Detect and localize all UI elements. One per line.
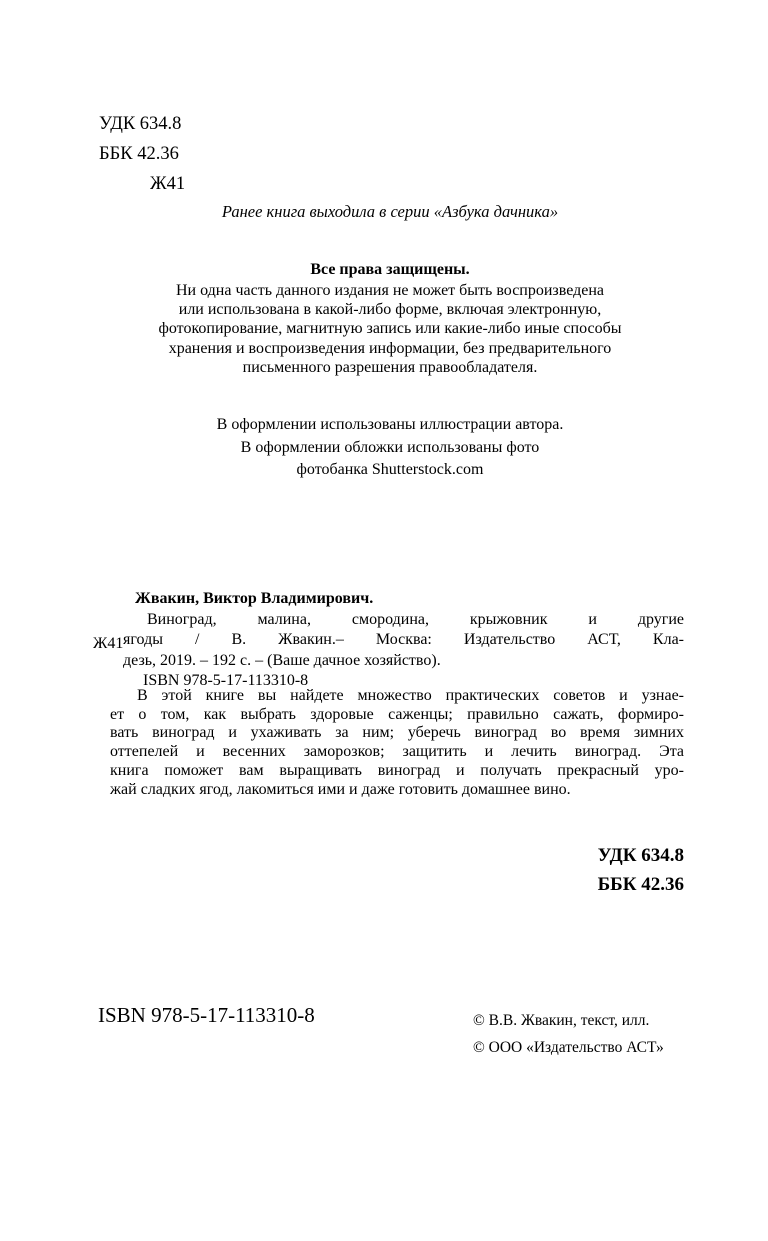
annotation-line: В этой книге вы найдете множество практических советов и узнае-: [137, 687, 684, 704]
bibliographic-record: [123, 589, 684, 692]
record-isbn: ISBN 978-5-17-113310-8: [143, 672, 309, 690]
copyright-publisher: © ООО «Издательство АСТ»: [473, 1039, 664, 1056]
author-sign-margin: Ж41: [93, 635, 124, 652]
author-sign-top: Ж41: [150, 174, 186, 194]
record-title-line: дезь, 2019. – 192 с. – (Ваше дачное хозяйство).: [123, 651, 441, 669]
record-title-line: ягоды / В. Жвакин.– Москва: Издательство АСТ, Кла-: [123, 631, 684, 649]
annotation-line: жай сладких ягод, лакомиться ими и даже готовить домашнее вино.: [110, 780, 571, 798]
rights-heading: Все права защищены.: [310, 261, 470, 278]
rights-line: фотокопирование, магнитную запись или какие-либо иные способы: [158, 320, 622, 338]
record-author: Жвакин, Виктор Владимирович.: [135, 590, 374, 607]
rights-line: или использована в какой-либо форме, включая электронную,: [178, 301, 602, 319]
bottom-catalog-codes: [598, 841, 684, 899]
annotation-line: книга поможет вам выращивать виноград и получать прекрасный уро-: [110, 761, 684, 779]
series-note: Ранее книга выходила в серии «Азбука дачника»: [221, 202, 559, 221]
credits-line: В оформлении обложки использованы фото: [240, 438, 540, 456]
rights-line: хранения и воспроизведения информации, без предварительного: [168, 339, 612, 357]
rights-line: письменного разрешения правообладателя.: [242, 358, 538, 376]
footer-copyright-block: [473, 1007, 664, 1061]
udk-code-bottom: УДК 634.8: [597, 845, 684, 866]
udk-code-top: УДК 634.8: [99, 114, 182, 134]
copyright-author: © В.В. Жвакин, текст, илл.: [473, 1012, 650, 1029]
footer-isbn: ISBN 978-5-17-113310-8: [98, 1003, 315, 1027]
annotation-line: ет о том, как выбрать здоровые саженцы; правильно сажать, формиро-: [110, 705, 684, 723]
rights-line: Ни одна часть данного издания не может быть воспроизведена: [175, 282, 604, 299]
bbk-code-top: ББК 42.36: [99, 144, 179, 164]
credits-line: В оформлении использованы иллюстрации автора.: [216, 416, 564, 433]
annotation-line: оттепелей и весенних заморозков; защитить и лечить виноград. Эта: [110, 743, 684, 761]
credits-line: фотобанка Shutterstock.com: [296, 461, 484, 479]
bbk-code-bottom: ББК 42.36: [597, 874, 684, 895]
credits-block: [8, 414, 768, 482]
annotation-paragraph: [110, 687, 684, 799]
top-catalog-codes: [99, 109, 185, 199]
rights-block: [8, 259, 768, 377]
annotation-line: вать виноград и ухаживать за ним; уберечь виноград во время зимних: [110, 724, 684, 742]
record-title-line: Виноград, малина, смородина, крыжовник и другие: [147, 610, 684, 628]
